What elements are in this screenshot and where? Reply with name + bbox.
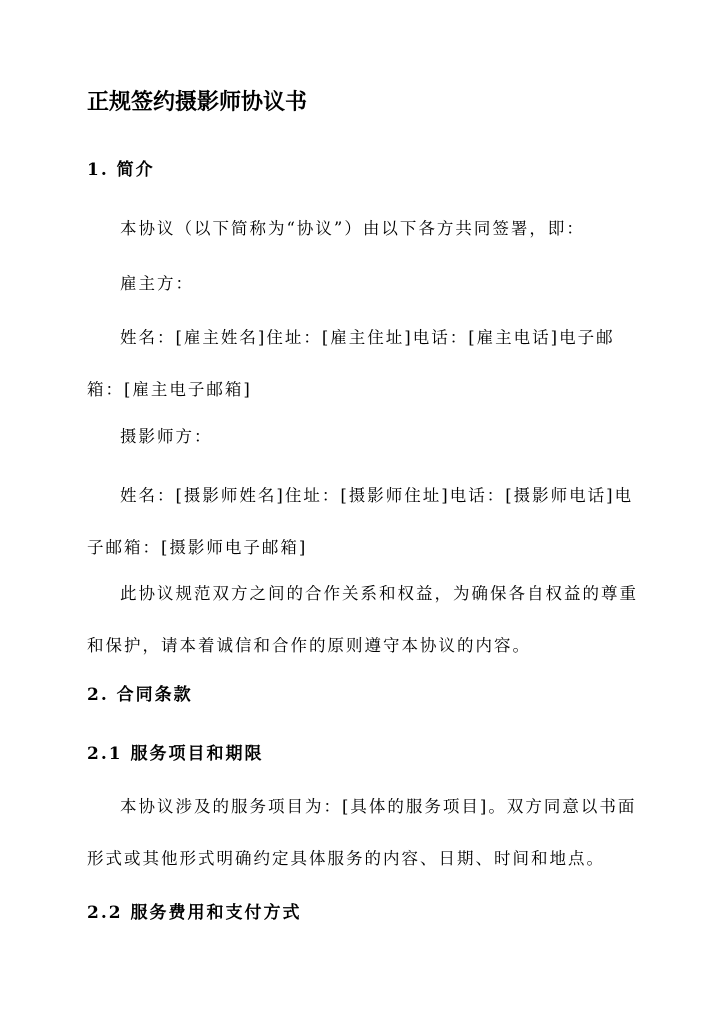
intro-paragraph: 本协议（以下简称为“协议”）由以下各方共同签署，即： [120,219,585,238]
employer-info: 姓名：[雇主姓名]住址：[雇主住址]电话：[雇主电话]电子邮箱：[雇主电子邮箱] [87,328,615,399]
purpose-paragraph: 此协议规范双方之间的合作关系和权益，为确保各自权益的尊重和保护，请本着诚信和合作的原则遵守本协议的内容。 [87,584,638,655]
photographer-info: 姓名：[摄影师姓名]住址：[摄影师住址]电话：[摄影师电话]电子邮箱：[摄影师电子邮箱] [87,486,634,557]
section-2-heading: 2. 合同条款 [87,685,193,705]
section-2-2-heading: 2.2 服务费用和支付方式 [87,903,302,923]
section-1-heading: 1. 简介 [87,160,155,180]
section-2-1-text: 本协议涉及的服务项目为：[具体的服务项目]。双方同意以书面形式或其他形式明确约定具体服务的内容、日期、时间和地点。 [87,797,637,868]
photographer-label: 摄影师方： [120,427,213,446]
document-title: 正规签约摄影师协议书 [87,89,308,115]
employer-label: 雇主方： [120,274,194,293]
section-2-1-heading: 2.1 服务项目和期限 [87,744,264,764]
